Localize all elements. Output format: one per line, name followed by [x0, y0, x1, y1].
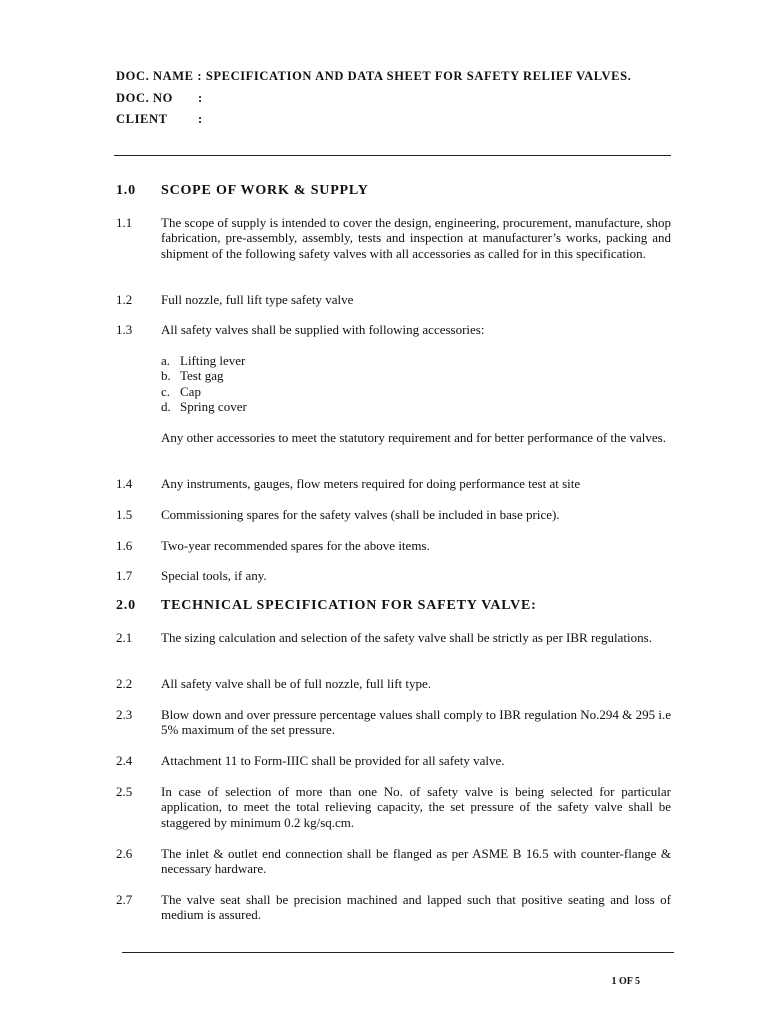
clause-number: 1.4: [116, 476, 133, 491]
doc-no-value: :: [198, 91, 203, 105]
clause-text: All safety valves shall be supplied with following accessories:: [161, 322, 485, 337]
section-title: TECHNICAL SPECIFICATION FOR SAFETY VALVE:: [161, 598, 537, 613]
clause-number: 2.1: [116, 630, 133, 645]
accessory-text: Test gag: [180, 368, 224, 383]
accessory-item: [161, 384, 201, 399]
clause-text: Commissioning spares for the safety valves (shall be included in base price).: [161, 507, 560, 522]
clause-number: 1.3: [116, 322, 133, 337]
accessory-text: Lifting lever: [180, 353, 246, 368]
client-label: CLIENT: [116, 112, 168, 126]
clause-text: Attachment 11 to Form-IIIC shall be provided for all safety valve.: [161, 753, 505, 768]
clause-text: All safety valve shall be of full nozzle, full lift type.: [161, 676, 432, 691]
accessory-item: [161, 368, 224, 383]
doc-no-line: [116, 91, 203, 106]
clause-number: 2.7: [116, 892, 133, 907]
clause-number: 1.1: [116, 215, 133, 230]
section-title: SCOPE OF WORK & SUPPLY: [161, 183, 369, 198]
accessory-letter: d.: [161, 399, 171, 414]
clause-number: 1.5: [116, 507, 133, 522]
clause-text: The inlet & outlet end connection shall be flanged as per ASME B 16.5 with counter-flange & necessary hardware.: [161, 846, 671, 877]
clause-text: Special tools, if any.: [161, 568, 267, 583]
clause-item: [116, 630, 671, 645]
section-number: 2.0: [116, 598, 136, 613]
clause-text: Any instruments, gauges, flow meters required for doing performance test at site: [161, 476, 581, 491]
doc-name-line: [116, 69, 631, 84]
section-number: 1.0: [116, 183, 136, 198]
clause-item: [116, 538, 671, 553]
clause-number: 1.6: [116, 538, 133, 553]
client-value: :: [198, 112, 203, 126]
clause-number: 2.5: [116, 784, 133, 799]
accessory-letter: a.: [161, 353, 171, 368]
accessory-item: [161, 353, 245, 368]
clause-item: [116, 784, 671, 830]
clause-text: The scope of supply is intended to cover the design, engineering, procurement, manufacture, shop fabrication, pre-assembly, assembly, tests and inspection at manufacturer’s works, packing and shipment of the following safety valves with all accessories as called for in this specification.: [161, 215, 671, 261]
doc-name-value: SPECIFICATION AND DATA SHEET FOR SAFETY RELIEF VALVES.: [205, 69, 632, 83]
accessories-note: Any other accessories to meet the statutory requirement and for better performance of the valves.: [161, 430, 666, 445]
accessory-item: [161, 399, 247, 414]
clause-text: The sizing calculation and selection of the safety valve shall be strictly as per IBR regulations.: [161, 630, 652, 645]
clause-item: [116, 215, 671, 261]
clause-number: 2.6: [116, 846, 133, 861]
clause-item: [116, 568, 671, 583]
clause-item: [116, 507, 671, 522]
page-number: 1 OF 5: [611, 976, 640, 987]
accessory-letter: c.: [161, 384, 171, 399]
accessory-text: Cap: [180, 384, 201, 399]
section-heading: [116, 183, 672, 199]
clause-number: 2.3: [116, 707, 133, 722]
clause-item: [116, 292, 671, 307]
clause-text: Blow down and over pressure percentage values shall comply to IBR regulation No.294 & 295 i.e 5% maximum of the set pressure.: [161, 707, 671, 738]
clause-text: Two-year recommended spares for the above items.: [161, 538, 430, 553]
clause-number: 2.2: [116, 676, 133, 691]
clause-text: The valve seat shall be precision machined and lapped such that positive seating and loss of medium is assured.: [161, 892, 671, 923]
clause-item: [116, 676, 671, 691]
header-divider: [114, 155, 671, 156]
clause-item: [116, 753, 671, 768]
section-heading: [116, 598, 672, 614]
clause-item: [116, 322, 671, 337]
clause-number: 1.7: [116, 568, 133, 583]
doc-name-label: DOC. NAME :: [116, 69, 203, 83]
clause-item: [116, 892, 671, 923]
clause-item: [116, 707, 671, 738]
clause-text: Full nozzle, full lift type safety valve: [161, 292, 354, 307]
clause-text: In case of selection of more than one No. of safety valve is being selected for particular application, to meet the total relieving capacity, the set pressure of the safety valve shall be staggered by minimum 0.2 kg/sq.cm.: [161, 784, 671, 830]
clause-item: [116, 846, 671, 877]
accessory-letter: b.: [161, 368, 171, 383]
clause-number: 2.4: [116, 753, 133, 768]
clause-item: [116, 476, 671, 491]
accessory-text: Spring cover: [180, 399, 247, 414]
clause-number: 1.2: [116, 292, 133, 307]
footer-divider: [122, 952, 674, 953]
client-line: [116, 112, 203, 127]
doc-no-label: DOC. NO: [116, 91, 173, 105]
